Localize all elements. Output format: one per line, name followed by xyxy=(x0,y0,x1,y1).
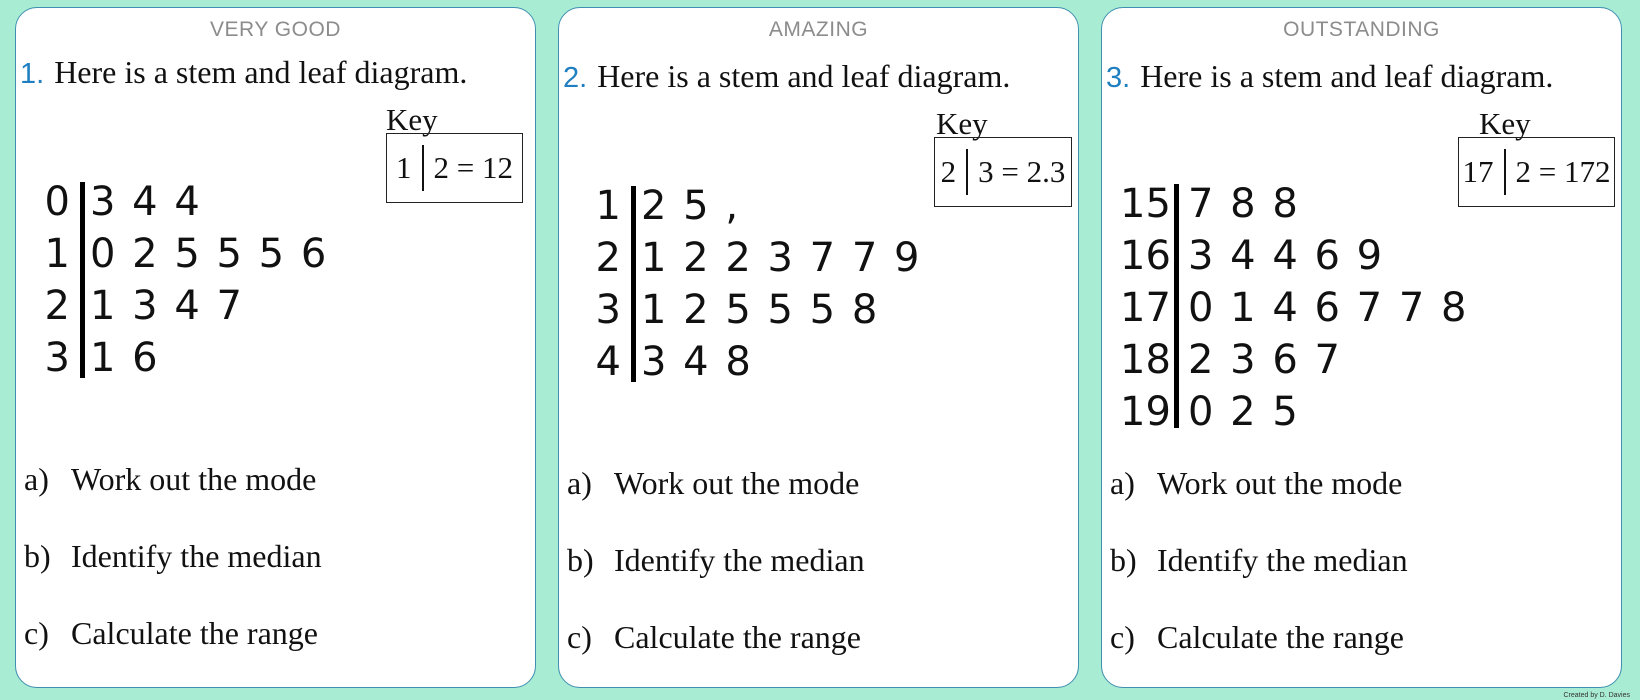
question-text: Here is a stem and leaf diagram. xyxy=(54,54,468,90)
key-divider xyxy=(422,145,424,191)
key-stem: 17 xyxy=(1462,154,1494,189)
part-c xyxy=(1110,619,1404,656)
stem-leaf-row xyxy=(1120,334,1466,386)
part-text: Identify the median xyxy=(614,542,865,578)
part-label: b) xyxy=(24,538,51,574)
part-text: Identify the median xyxy=(71,538,322,574)
key-value: 2 = 12 xyxy=(433,150,513,185)
question-text: Here is a stem and leaf diagram. xyxy=(597,58,1011,94)
stem-leaf-diagram xyxy=(595,180,919,388)
part-a xyxy=(24,461,316,498)
part-text: Calculate the range xyxy=(71,615,318,651)
key-box xyxy=(1458,137,1615,207)
part-label: b) xyxy=(567,542,594,578)
part-text: Work out the mode xyxy=(71,461,317,497)
part-text: Work out the mode xyxy=(1157,465,1403,501)
part-label: a) xyxy=(1110,465,1135,501)
stem: 0 xyxy=(44,179,70,225)
stem: 3 xyxy=(595,287,621,333)
question-card-3 xyxy=(1101,7,1622,688)
part-a xyxy=(567,465,859,502)
leaves: 0 2 5 xyxy=(1188,389,1298,435)
question-text: Here is a stem and leaf diagram. xyxy=(1140,58,1554,94)
key-divider xyxy=(966,149,968,195)
stem-leaf-row xyxy=(44,228,326,280)
part-b xyxy=(24,538,322,575)
question-prompt xyxy=(1106,58,1553,95)
leaves: 1 6 xyxy=(90,335,158,381)
part-label: a) xyxy=(567,465,592,501)
key-label: Key xyxy=(936,106,988,141)
stem-leaf-row xyxy=(1120,230,1466,282)
leaves: 3 4 4 xyxy=(90,179,200,225)
stem: 4 xyxy=(595,339,621,385)
question-number: 3. xyxy=(1106,62,1131,94)
stem-leaf-row xyxy=(1120,282,1466,334)
question-card-2 xyxy=(558,7,1079,688)
stem: 17 xyxy=(1120,285,1171,331)
key-label: Key xyxy=(386,102,438,137)
stem-leaf-row xyxy=(595,232,919,284)
leaves: 3 4 8 xyxy=(641,339,751,385)
part-text: Calculate the range xyxy=(614,619,861,655)
leaves: 1 3 4 7 xyxy=(90,283,242,329)
stem-leaf-row xyxy=(44,176,326,228)
key-box xyxy=(386,133,523,203)
part-label: c) xyxy=(24,615,49,651)
part-text: Identify the median xyxy=(1157,542,1408,578)
difficulty-label: OUTSTANDING xyxy=(1283,18,1440,41)
stem: 2 xyxy=(595,235,621,281)
leaves: 2 3 6 7 xyxy=(1188,337,1340,383)
question-card-1 xyxy=(15,7,536,688)
key-stem: 1 xyxy=(396,150,412,185)
stem: 18 xyxy=(1120,337,1171,383)
stem-leaf-row xyxy=(595,284,919,336)
part-text: Calculate the range xyxy=(1157,619,1404,655)
key-divider xyxy=(1504,149,1506,195)
part-c xyxy=(567,619,861,656)
part-label: c) xyxy=(567,619,592,655)
stem-leaf-diagram xyxy=(1120,178,1466,438)
key-value: 3 = 2.3 xyxy=(978,154,1066,189)
author-credit: Created by D. Davies xyxy=(1563,692,1630,699)
stem: 16 xyxy=(1120,233,1171,279)
part-label: a) xyxy=(24,461,49,497)
question-prompt xyxy=(563,58,1010,95)
leaves: 7 8 8 xyxy=(1188,181,1298,227)
part-b xyxy=(1110,542,1408,579)
stem: 1 xyxy=(595,183,621,229)
leaves: 0 2 5 5 5 6 xyxy=(90,231,327,277)
stem-leaf-row xyxy=(1120,178,1466,230)
question-prompt xyxy=(20,54,467,91)
part-a xyxy=(1110,465,1402,502)
stem: 1 xyxy=(44,231,70,277)
stem-leaf-divider xyxy=(1174,184,1179,428)
leaves: 2 5 , xyxy=(641,183,739,229)
part-text: Work out the mode xyxy=(614,465,860,501)
stem: 19 xyxy=(1120,389,1171,435)
difficulty-label: AMAZING xyxy=(768,18,869,41)
stem: 15 xyxy=(1120,181,1171,227)
stem-leaf-divider xyxy=(80,182,85,378)
stem-leaf-row xyxy=(595,180,919,232)
question-number: 1. xyxy=(20,58,45,90)
stem-leaf-row xyxy=(44,332,326,384)
leaves: 1 2 5 5 5 8 xyxy=(641,287,878,333)
part-label: b) xyxy=(1110,542,1137,578)
key-stem: 2 xyxy=(940,154,957,189)
difficulty-label: VERY GOOD xyxy=(210,18,341,41)
stem-leaf-divider xyxy=(631,186,636,382)
key-label: Key xyxy=(1479,106,1531,141)
part-b xyxy=(567,542,865,579)
part-c xyxy=(24,615,318,652)
stem-leaf-row xyxy=(44,280,326,332)
key-value: 2 = 172 xyxy=(1515,154,1611,189)
key-box xyxy=(934,137,1072,207)
leaves: 3 4 4 6 9 xyxy=(1188,233,1383,279)
leaves: 0 1 4 6 7 7 8 xyxy=(1188,285,1467,331)
leaves: 1 2 2 3 7 7 9 xyxy=(641,235,920,281)
stem: 3 xyxy=(44,335,70,381)
stem-leaf-row xyxy=(1120,386,1466,438)
stem-leaf-diagram xyxy=(44,176,326,384)
stem: 2 xyxy=(44,283,70,329)
part-label: c) xyxy=(1110,619,1135,655)
stem-leaf-row xyxy=(595,336,919,388)
question-number: 2. xyxy=(563,62,588,94)
